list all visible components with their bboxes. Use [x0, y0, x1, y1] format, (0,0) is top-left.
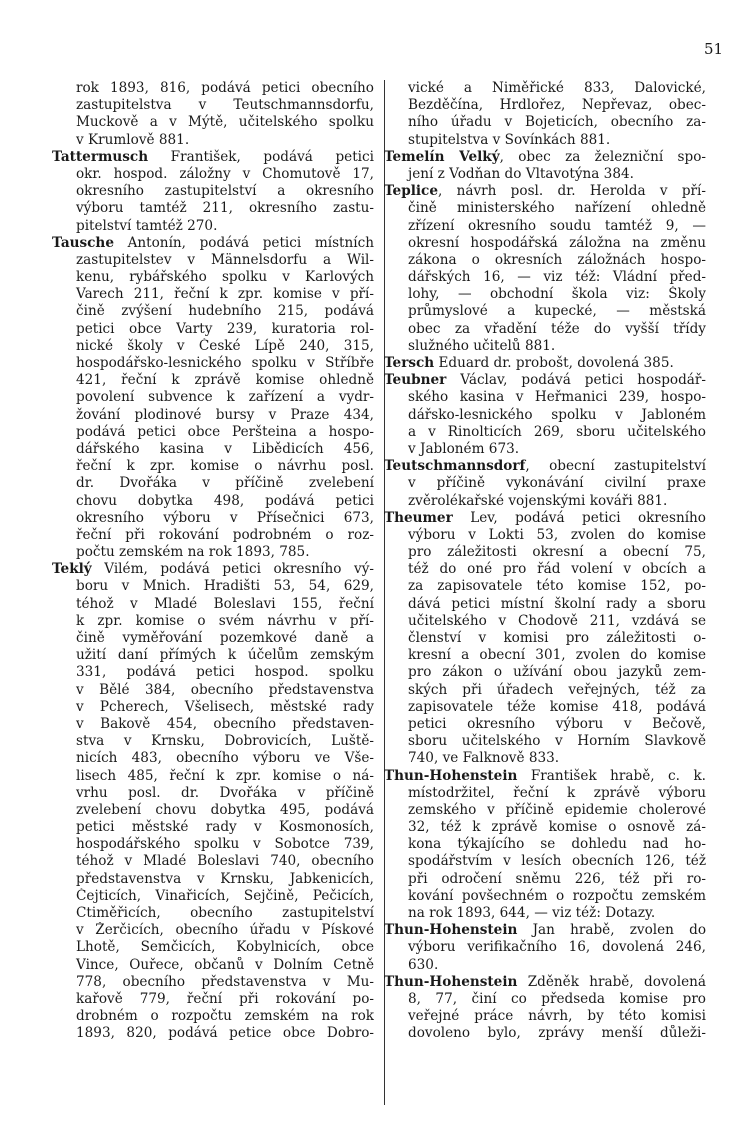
- text-line: [398, 785, 706, 802]
- text-line: [398, 871, 706, 888]
- entry-text: spodářstvím v lesích obecních 126, též: [408, 853, 706, 870]
- entry-text: obec za vřadění téže do vyšší třídy: [408, 320, 706, 337]
- text-line: [398, 252, 706, 269]
- text-line: [66, 132, 374, 149]
- index-entry-line: [52, 235, 374, 252]
- entry-text: petici městské rady v Kosmonosích,: [76, 819, 374, 836]
- entry-text: výboru v Lokti 53, zvolen do komise: [408, 526, 706, 543]
- text-line: [398, 716, 706, 733]
- entry-text: 8, 77, činí co předseda komise pro: [408, 990, 706, 1007]
- text-line: [66, 819, 374, 836]
- text-line: [66, 269, 374, 286]
- text-line: [398, 1008, 706, 1025]
- text-line: [398, 733, 706, 750]
- entry-text: 421, řeční k zprávě komise ohledně: [76, 372, 374, 389]
- entry-text: petici obce Varty 239, kuratoria rol-: [76, 320, 374, 337]
- text-line: [66, 785, 374, 802]
- entry-text: Lhotě, Semčicích, Kobylnicích, obce: [76, 939, 374, 956]
- entry-text: pro záležitosti okresní a obecní 75,: [408, 544, 706, 561]
- text-line: [398, 561, 706, 578]
- entry-text: Vilém, podává petici okresního vý-: [91, 561, 374, 578]
- entry-text: členství v komisi pro záležitosti o-: [408, 630, 706, 646]
- left-column: [52, 80, 374, 1043]
- text-line: [398, 578, 706, 595]
- text-line: [398, 527, 706, 544]
- text-line: [66, 372, 374, 389]
- text-line: [66, 97, 374, 114]
- text-line: [398, 97, 706, 114]
- index-entry-line: [384, 355, 706, 372]
- entry-text: též do oné pro řád volení v obcích a: [408, 561, 706, 578]
- entry-text: nicích 483, obecního výboru ve Vše-: [76, 750, 374, 767]
- text-line: [398, 1025, 706, 1042]
- text-line: [66, 407, 374, 424]
- entry-text: drobném o rozpočtu zemském na rok: [76, 1008, 374, 1025]
- entry-text: řeční k zpr. komise o návrhu posl.: [76, 458, 374, 475]
- entry-text: Muckově a v Mýtě, učitelského spolku: [76, 114, 374, 131]
- entry-text: pitelství tamtéž 270.: [76, 217, 218, 234]
- index-entry-line: [384, 768, 706, 785]
- text-line: [398, 647, 706, 664]
- entry-text: , návrh posl. dr. Herolda v pří-: [437, 183, 706, 200]
- entry-text: , obec za železniční spo-: [499, 148, 706, 165]
- entry-text: za zapisovatele této komise 152, po-: [408, 578, 706, 595]
- text-line: [398, 750, 706, 767]
- index-entry-line: [384, 372, 706, 389]
- text-line: [66, 303, 374, 320]
- text-line: [398, 699, 706, 716]
- entry-text: okr. hospod. záložny v Chomutově 17,: [76, 165, 374, 182]
- text-line: [398, 836, 706, 853]
- text-line: [398, 939, 706, 956]
- text-line: [398, 819, 706, 836]
- text-line: [66, 544, 374, 561]
- entry-text: v Krumlově 881.: [76, 131, 190, 148]
- entry-name: Thun-Hohenstein: [384, 973, 518, 990]
- page-number: 51: [704, 40, 724, 58]
- text-line: [66, 905, 374, 922]
- entry-text: zvelebení chovu dobytka 495, podává: [76, 801, 374, 818]
- text-line: [66, 768, 374, 785]
- entry-text: zapisovatele téže komise 418, podává: [408, 698, 706, 715]
- entry-text: boru v Mnich. Hradišti 53, 54, 629,: [76, 578, 374, 595]
- entry-text: čině ministerského nařízení ohledně: [408, 200, 706, 217]
- entry-text: kresní a obecní 301, zvolen do komise: [408, 647, 706, 664]
- entry-text: 32, též k zprávě komise o osnově zá-: [408, 819, 706, 836]
- text-line: [66, 922, 374, 939]
- entry-text: Jan hrabě, zvolen do: [517, 922, 706, 939]
- entry-text: vrhu posl. dr. Dvořáka v příčině: [76, 784, 374, 801]
- entry-text: Eduard dr. probošt, dovolená 385.: [434, 355, 674, 371]
- entry-text: kování povšechném o rozpočtu zemském: [408, 887, 706, 904]
- entry-text: téhož v Mladé Boleslavi 740, obecního: [76, 853, 374, 870]
- text-line: [66, 630, 374, 647]
- entry-text: zvěrolékařské vojenskými kováři 881.: [408, 492, 668, 509]
- index-entry-line: [384, 149, 706, 166]
- text-line: [398, 321, 706, 338]
- entry-text: v Bakově 454, obecního představen-: [76, 715, 374, 732]
- text-line: [66, 321, 374, 338]
- text-line: [66, 355, 374, 372]
- entry-text: František, podává petici: [148, 148, 374, 165]
- text-line: [66, 218, 374, 235]
- entry-name: Thun-Hohenstein: [384, 767, 518, 784]
- text-line: [66, 166, 374, 183]
- text-line: [66, 510, 374, 527]
- entry-text: Zděněk hrabě, dovolená: [517, 973, 706, 990]
- entry-text: čině zvýšení hudebního 215, podává: [76, 303, 374, 320]
- entry-text: okresního zastupitelství a okresního: [76, 183, 374, 200]
- entry-text: v Žerčicích, obecního úřadu v Pískové: [76, 922, 374, 939]
- text-line: [66, 613, 374, 630]
- entry-text: Bezděčína, Hrdlořez, Nepřevaz, obec-: [408, 97, 706, 114]
- entry-text: kona týkajícího se dohledu nad ho-: [408, 836, 706, 853]
- text-line: [66, 836, 374, 853]
- text-line: [66, 750, 374, 767]
- text-line: [66, 338, 374, 355]
- text-line: [398, 218, 706, 235]
- entry-text: řeční při rokování podrobném o roz-: [76, 526, 374, 543]
- entry-text: ního úřadu v Bojeticích, obecního za-: [408, 114, 706, 131]
- entry-text: užití daní přímých k účelům zemským: [76, 647, 374, 664]
- text-line: [66, 475, 374, 492]
- index-entry-line: [384, 183, 706, 200]
- text-line: [398, 200, 706, 217]
- entry-text: zastupitelstev v Männelsdorfu a Wil-: [76, 251, 374, 268]
- text-line: [398, 905, 706, 922]
- entry-text: v příčině vykonávání civilní praxe: [408, 475, 706, 492]
- text-line: [66, 664, 374, 681]
- text-line: [398, 407, 706, 424]
- entry-text: průmyslové a kupecké, — městská: [408, 303, 706, 320]
- text-line: [398, 682, 706, 699]
- text-line: [66, 527, 374, 544]
- text-line: [398, 991, 706, 1008]
- text-line: [66, 974, 374, 991]
- entry-text: učitelského v Chodově 211, vzdává se: [408, 612, 706, 629]
- entry-text: jení z Vodňan do Vltavotýna 384.: [408, 165, 634, 182]
- text-line: [66, 802, 374, 819]
- entry-text: hospodářsko-lesnického spolku v Stříbře: [76, 355, 374, 371]
- entry-text: sboru učitelského v Horním Slavkově: [408, 733, 706, 750]
- entry-text: zastupitelstva v Teutschmannsdorfu,: [76, 97, 374, 114]
- entry-text: ských při úřadech veřejných, též za: [408, 681, 706, 698]
- entry-text: vické a Niměřické 833, Dalovické,: [408, 80, 706, 96]
- text-line: [398, 114, 706, 131]
- text-line: [66, 733, 374, 750]
- index-entry-line: [52, 149, 374, 166]
- entry-text: služného učitelů 881.: [408, 337, 556, 354]
- text-line: [66, 699, 374, 716]
- text-line: [398, 853, 706, 870]
- entry-text: podává petici obce Peršteina a hospo-: [76, 423, 374, 440]
- index-entry-line: [384, 922, 706, 939]
- entry-text: výboru tamtéž 211, okresního zastu-: [76, 200, 374, 217]
- entry-text: Antonín, podává petici místních: [113, 234, 374, 251]
- entry-text: počtu zemském na rok 1893, 785.: [76, 544, 310, 561]
- text-line: [398, 269, 706, 286]
- entry-name: Tersch: [384, 355, 435, 371]
- entry-text: František hrabě, c. k.: [517, 767, 706, 784]
- index-entry-line: [384, 458, 706, 475]
- entry-text: povolení subvence k zařízení a vydr-: [76, 389, 374, 406]
- text-line: [398, 630, 706, 647]
- entry-text: k zpr. komise o svém návrhu v pří-: [76, 612, 374, 629]
- entry-text: dává petici místní školní rady a sboru: [408, 595, 706, 612]
- entry-text: dr. Dvořáka v příčině zvelebení: [76, 475, 374, 492]
- text-line: [398, 286, 706, 303]
- text-line: [66, 441, 374, 458]
- entry-text: Vince, Ouřece, občanů v Dolním Cetně: [76, 956, 374, 973]
- entry-text: výboru verifikačního 16, dovolená 246,: [408, 939, 706, 956]
- entry-text: v Jabloném 673.: [408, 440, 520, 457]
- text-line: [66, 991, 374, 1008]
- entry-text: 630.: [408, 956, 439, 973]
- entry-name: Thun-Hohenstein: [384, 922, 518, 939]
- entry-text: nické školy v České Lípě 240, 315,: [76, 337, 374, 354]
- entry-text: místodržitel, řeční k zprávě výboru: [408, 784, 706, 801]
- text-line: [66, 888, 374, 905]
- text-line: [398, 132, 706, 149]
- entry-text: 778, obecního představenstva v Mu-: [76, 973, 374, 990]
- text-line: [66, 853, 374, 870]
- text-line: [398, 80, 706, 97]
- entry-text: čině vyměřování pozemkové daně a: [76, 630, 374, 646]
- text-line: [398, 957, 706, 974]
- text-line: [66, 114, 374, 131]
- text-line: [398, 544, 706, 561]
- text-line: [66, 1025, 374, 1042]
- text-line: [66, 682, 374, 699]
- index-entry-line: [384, 510, 706, 527]
- index-entry-line: [384, 974, 706, 991]
- text-line: [66, 80, 374, 97]
- text-line: [66, 458, 374, 475]
- entry-text: žování plodinové bursy v Praze 434,: [76, 406, 374, 423]
- entry-text: dovoleno bylo, zprávy menší důleži-: [408, 1025, 706, 1042]
- entry-text: ského kasina v Heřmanici 239, hospo-: [408, 389, 706, 406]
- entry-text: Lev, podává petici okresního: [452, 509, 706, 526]
- entry-text: petici okresního výboru v Bečově,: [408, 715, 706, 732]
- entry-text: dářských 16, — viz též: Vládní před-: [408, 269, 706, 286]
- text-line: [398, 303, 706, 320]
- entry-name: Teklý: [52, 561, 92, 578]
- entry-text: stupitelstva v Sovínkách 881.: [408, 131, 611, 148]
- text-line: [66, 424, 374, 441]
- text-line: [398, 493, 706, 510]
- entry-text: dářsko-lesnického spolku v Jabloném: [408, 406, 706, 423]
- entry-text: 740, ve Falknově 833.: [408, 750, 560, 767]
- entry-text: zákona o okresních záložnách hospo-: [408, 251, 706, 268]
- entry-text: 1893, 820, podává petice obce Dobro-: [76, 1025, 374, 1042]
- text-line: [398, 441, 706, 458]
- entry-text: , obecní zastupitelství: [525, 458, 706, 475]
- text-line: [66, 200, 374, 217]
- entry-text: lohy, — obchodní škola viz: Školy: [408, 286, 706, 303]
- entry-text: Ctiměřicích, obecního zastupitelství: [76, 905, 374, 921]
- entry-text: veřejné práce návrh, by této komisi: [408, 1008, 706, 1025]
- entry-text: Václav, podává petici hospodář-: [446, 372, 706, 389]
- entry-text: na rok 1893, 644, — viz též: Dotazy.: [408, 905, 656, 921]
- text-line: [398, 613, 706, 630]
- entry-name: Temelín Velký: [384, 148, 500, 165]
- entry-text: Čejticích, Vinařicích, Sejčině, Pečicích,: [76, 887, 374, 904]
- text-line: [66, 939, 374, 956]
- entry-text: zřízení okresního soudu tamtéž 9, —: [408, 217, 706, 234]
- entry-text: lisech 485, řeční k zpr. komise o ná-: [76, 767, 374, 784]
- text-line: [398, 235, 706, 252]
- entry-text: hospodářského spolku v Sobotce 739,: [76, 836, 374, 853]
- entry-text: v Pcherech, Všelisech, městské rady: [76, 698, 374, 715]
- entry-text: při odročení sněmu 226, též při ro-: [408, 870, 706, 887]
- entry-name: Teplice: [384, 183, 438, 200]
- entry-text: okresní hospodářská záložna na změnu: [408, 234, 706, 251]
- text-line: [398, 596, 706, 613]
- entry-name: Tattermusch: [52, 148, 149, 165]
- text-line: [398, 389, 706, 406]
- text-line: [66, 596, 374, 613]
- text-line: [66, 286, 374, 303]
- entry-text: 331, podává petici hospod. spolku: [76, 664, 374, 681]
- index-entry-line: [52, 561, 374, 578]
- entry-name: Tausche: [52, 234, 114, 251]
- text-line: [66, 493, 374, 510]
- text-line: [66, 871, 374, 888]
- text-line: [66, 716, 374, 733]
- text-line: [66, 578, 374, 595]
- text-line: [398, 664, 706, 681]
- text-line: [66, 183, 374, 200]
- text-line: [398, 475, 706, 492]
- text-line: [66, 957, 374, 974]
- text-line: [66, 389, 374, 406]
- text-line: [398, 166, 706, 183]
- entry-text: stva v Krnsku, Dobrovicích, Luště-: [76, 733, 374, 750]
- text-line: [66, 647, 374, 664]
- text-line: [398, 338, 706, 355]
- entry-text: zemského v příčině epidemie cholerové: [408, 801, 706, 818]
- entry-text: kařově 779, řeční při rokování po-: [76, 990, 374, 1007]
- entry-name: Teubner: [384, 372, 447, 389]
- entry-text: Varech 211, řeční k zpr. komise v pří-: [76, 286, 374, 303]
- entry-text: představenstva v Krnsku, Jabkenicích,: [76, 870, 374, 887]
- entry-text: rok 1893, 816, podává petici obecního: [76, 80, 374, 96]
- entry-text: kenu, rybářského spolku v Karlových: [76, 269, 374, 286]
- entry-text: okresního výboru v Přísečnici 673,: [76, 509, 374, 526]
- entry-name: Teutschmannsdorf: [384, 458, 526, 475]
- text-line: [66, 252, 374, 269]
- text-line: [66, 1008, 374, 1025]
- entry-text: téhož v Mladé Boleslavi 155, řeční: [76, 595, 374, 612]
- text-line: [398, 424, 706, 441]
- entry-text: v Bělé 384, obecního představenstva: [76, 681, 374, 698]
- entry-text: dářského kasina v Libědicích 456,: [76, 440, 374, 457]
- entry-text: a v Rinolticích 269, sboru učitelského: [408, 423, 706, 440]
- entry-name: Theumer: [384, 509, 453, 526]
- entry-text: chovu dobytka 498, podává petici: [76, 492, 374, 509]
- text-line: [398, 802, 706, 819]
- right-column: [384, 80, 706, 1043]
- entry-text: pro zákon o užívání obou jazyků zem-: [408, 664, 706, 681]
- text-line: [398, 888, 706, 905]
- column-divider: [384, 80, 385, 1105]
